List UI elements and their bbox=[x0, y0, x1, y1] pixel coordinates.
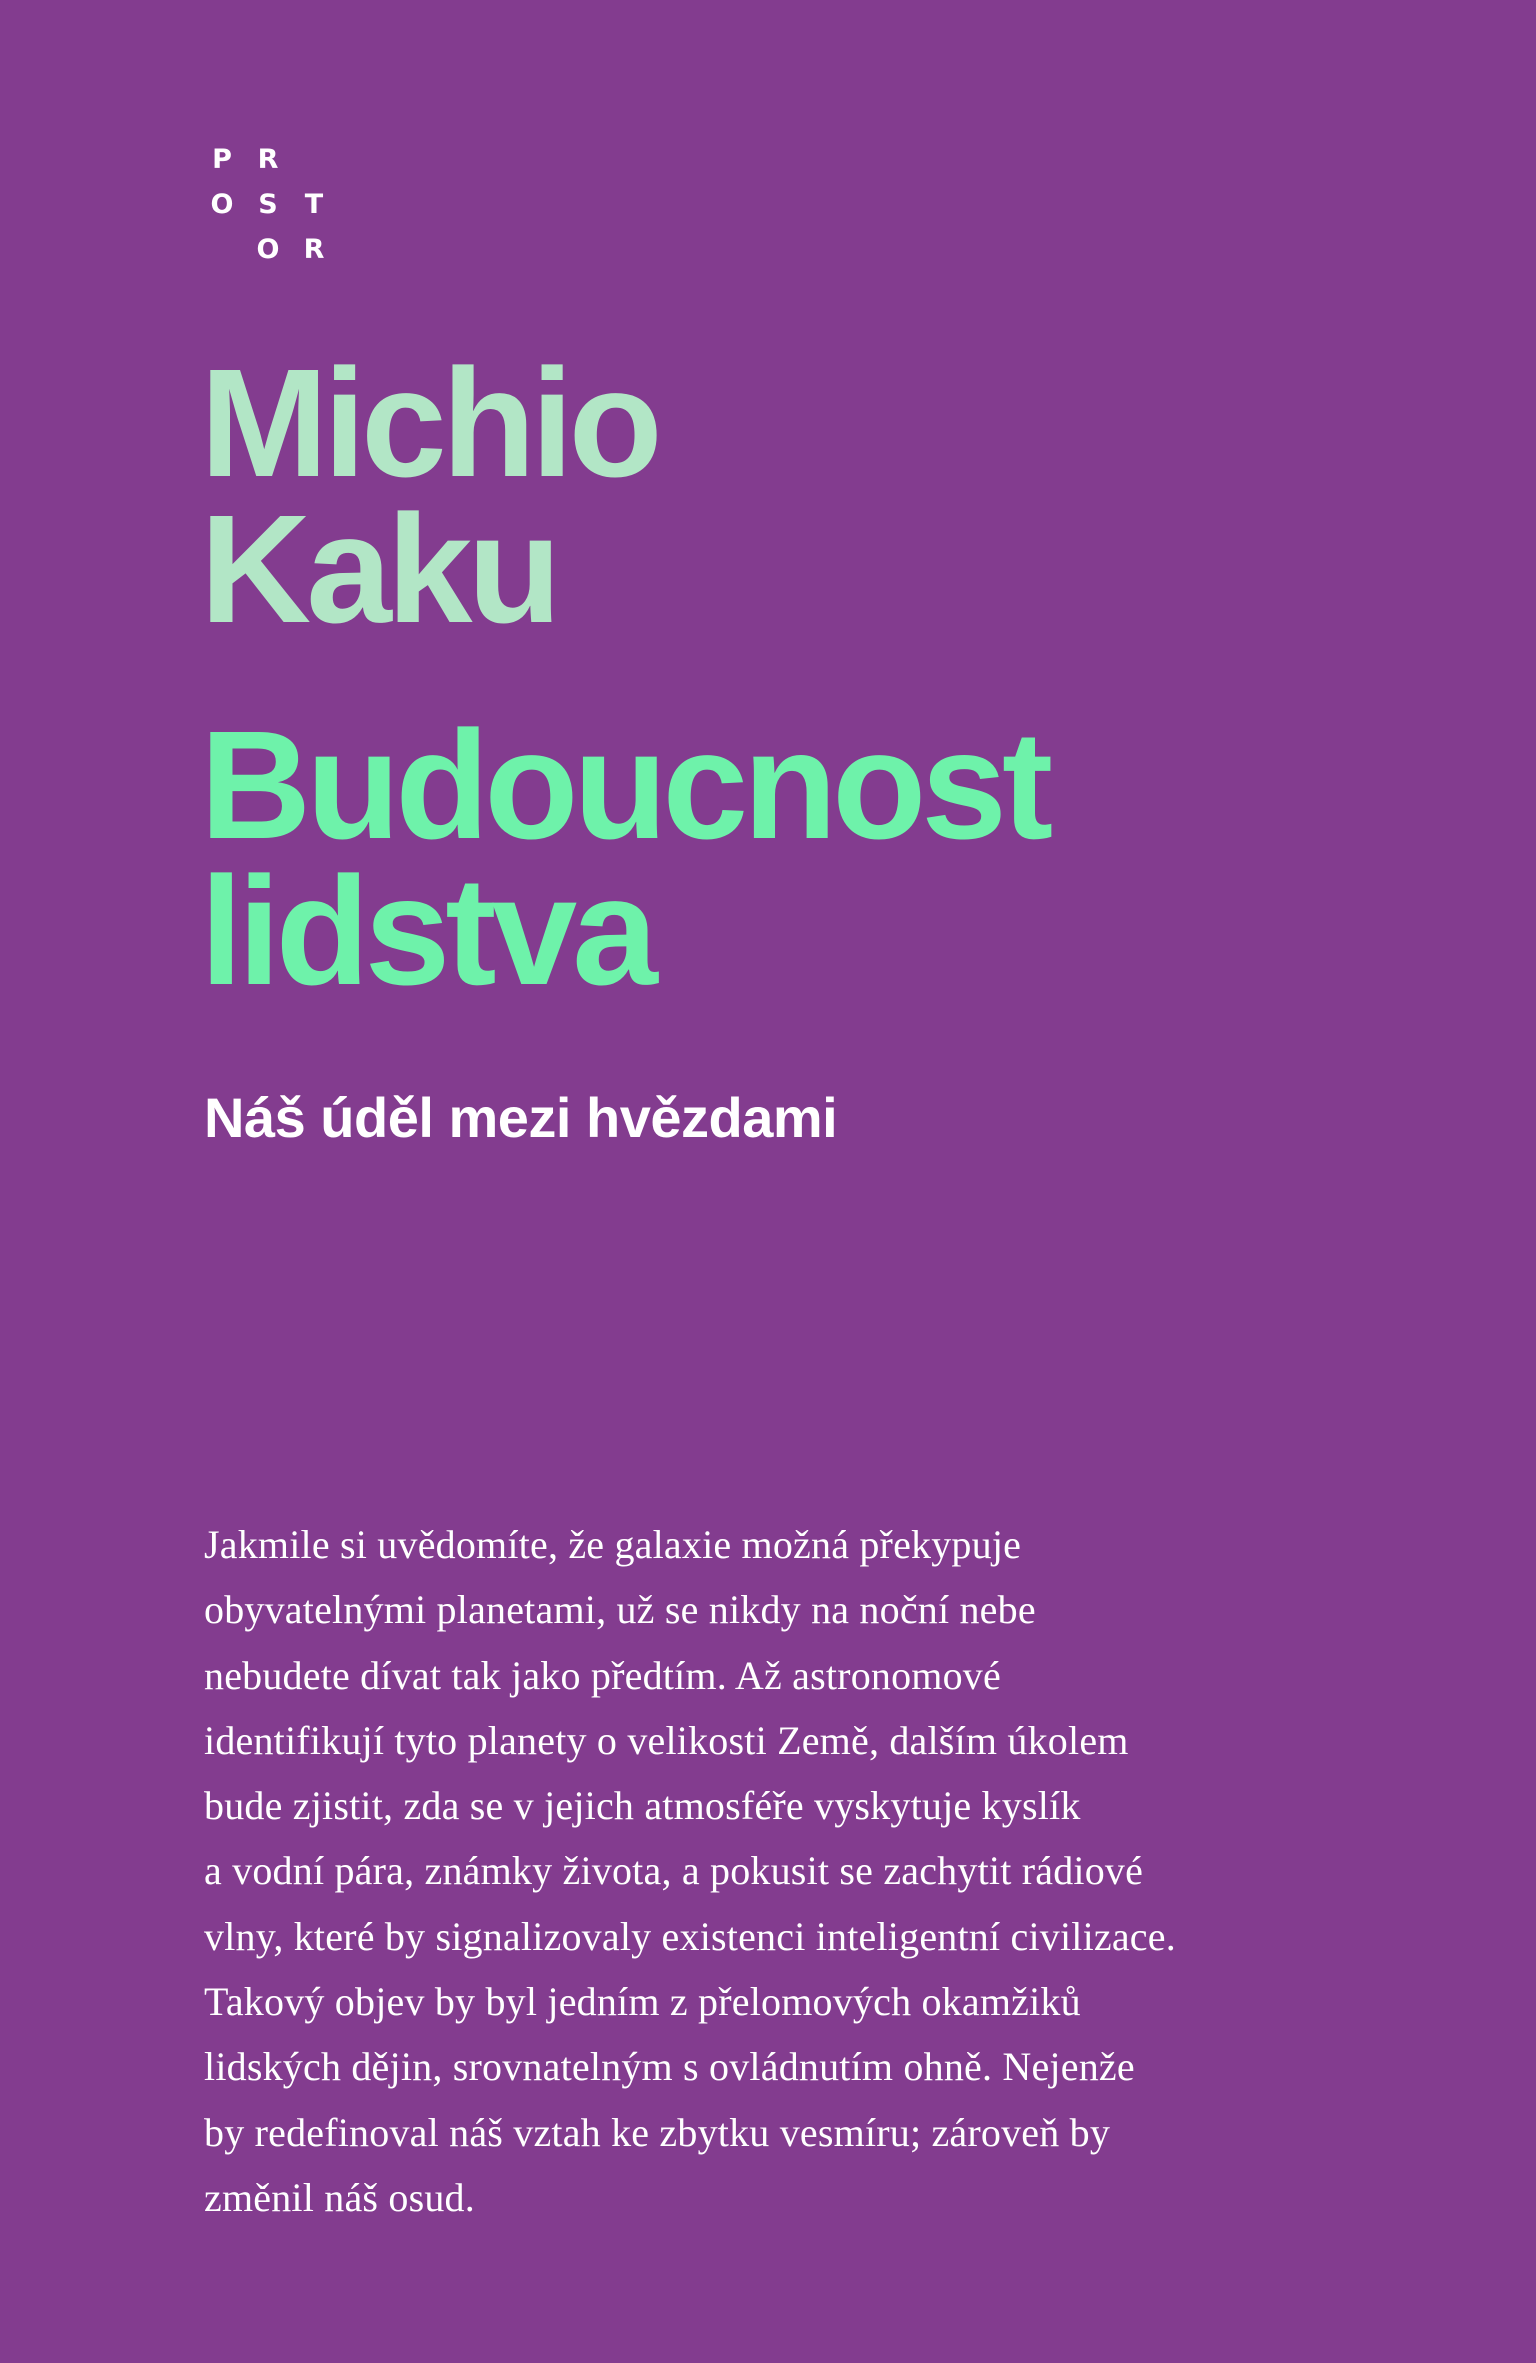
logo-letter: O bbox=[256, 234, 280, 265]
blurb-line: Takový objev by byl jedním z přelomových okamžiků bbox=[204, 1979, 1081, 2025]
blurb-line: a vodní pára, známky života, a pokusit se zachytit rádiové bbox=[204, 1848, 1144, 1894]
blurb-line: Jakmile si uvědomíte, že galaxie možná překypuje bbox=[204, 1522, 1022, 1567]
author-name bbox=[200, 337, 1400, 655]
blurb-line: identifikují tyto planety o velikosti Země, dalším úkolem bbox=[204, 1717, 1129, 1763]
publisher-logo bbox=[202, 140, 332, 270]
blurb-line: by redefinoval náš vztah ke zbytku vesmíru; zároveň by bbox=[204, 2109, 1111, 2155]
logo-letter: P bbox=[212, 144, 232, 175]
logo-letter: T bbox=[304, 189, 324, 220]
blurb-line: bude zjistit, zda se v jejich atmosféře vyskytuje kyslík bbox=[204, 1783, 1081, 1829]
title-line: lidstva bbox=[200, 845, 653, 1017]
logo-letter: R bbox=[257, 144, 279, 175]
logo-letter: O bbox=[210, 189, 234, 220]
logo-letter: S bbox=[258, 189, 278, 220]
title-line: Budoucnost bbox=[200, 699, 1049, 871]
book-title bbox=[200, 699, 1500, 1017]
blurb-text bbox=[204, 1512, 1344, 2230]
author-line: Kaku bbox=[200, 483, 557, 655]
blurb-line: vlny, které by signalizovaly existenci inteligentní civilizace. bbox=[204, 1913, 1176, 1959]
book-subtitle: Náš úděl mezi hvězdami bbox=[204, 1086, 838, 1149]
author-line: Michio bbox=[200, 337, 658, 509]
blurb-line: obyvatelnými planetami, už se nikdy na noční nebe bbox=[204, 1587, 1036, 1633]
blurb-line: změnil náš osud. bbox=[204, 2174, 475, 2220]
blurb-line: nebudete dívat tak jako předtím. Až astronomové bbox=[204, 1652, 1001, 1698]
blurb-line: lidských dějin, srovnatelným s ovládnutím ohně. Nejenže bbox=[204, 2044, 1135, 2090]
logo-letter: R bbox=[303, 234, 325, 265]
